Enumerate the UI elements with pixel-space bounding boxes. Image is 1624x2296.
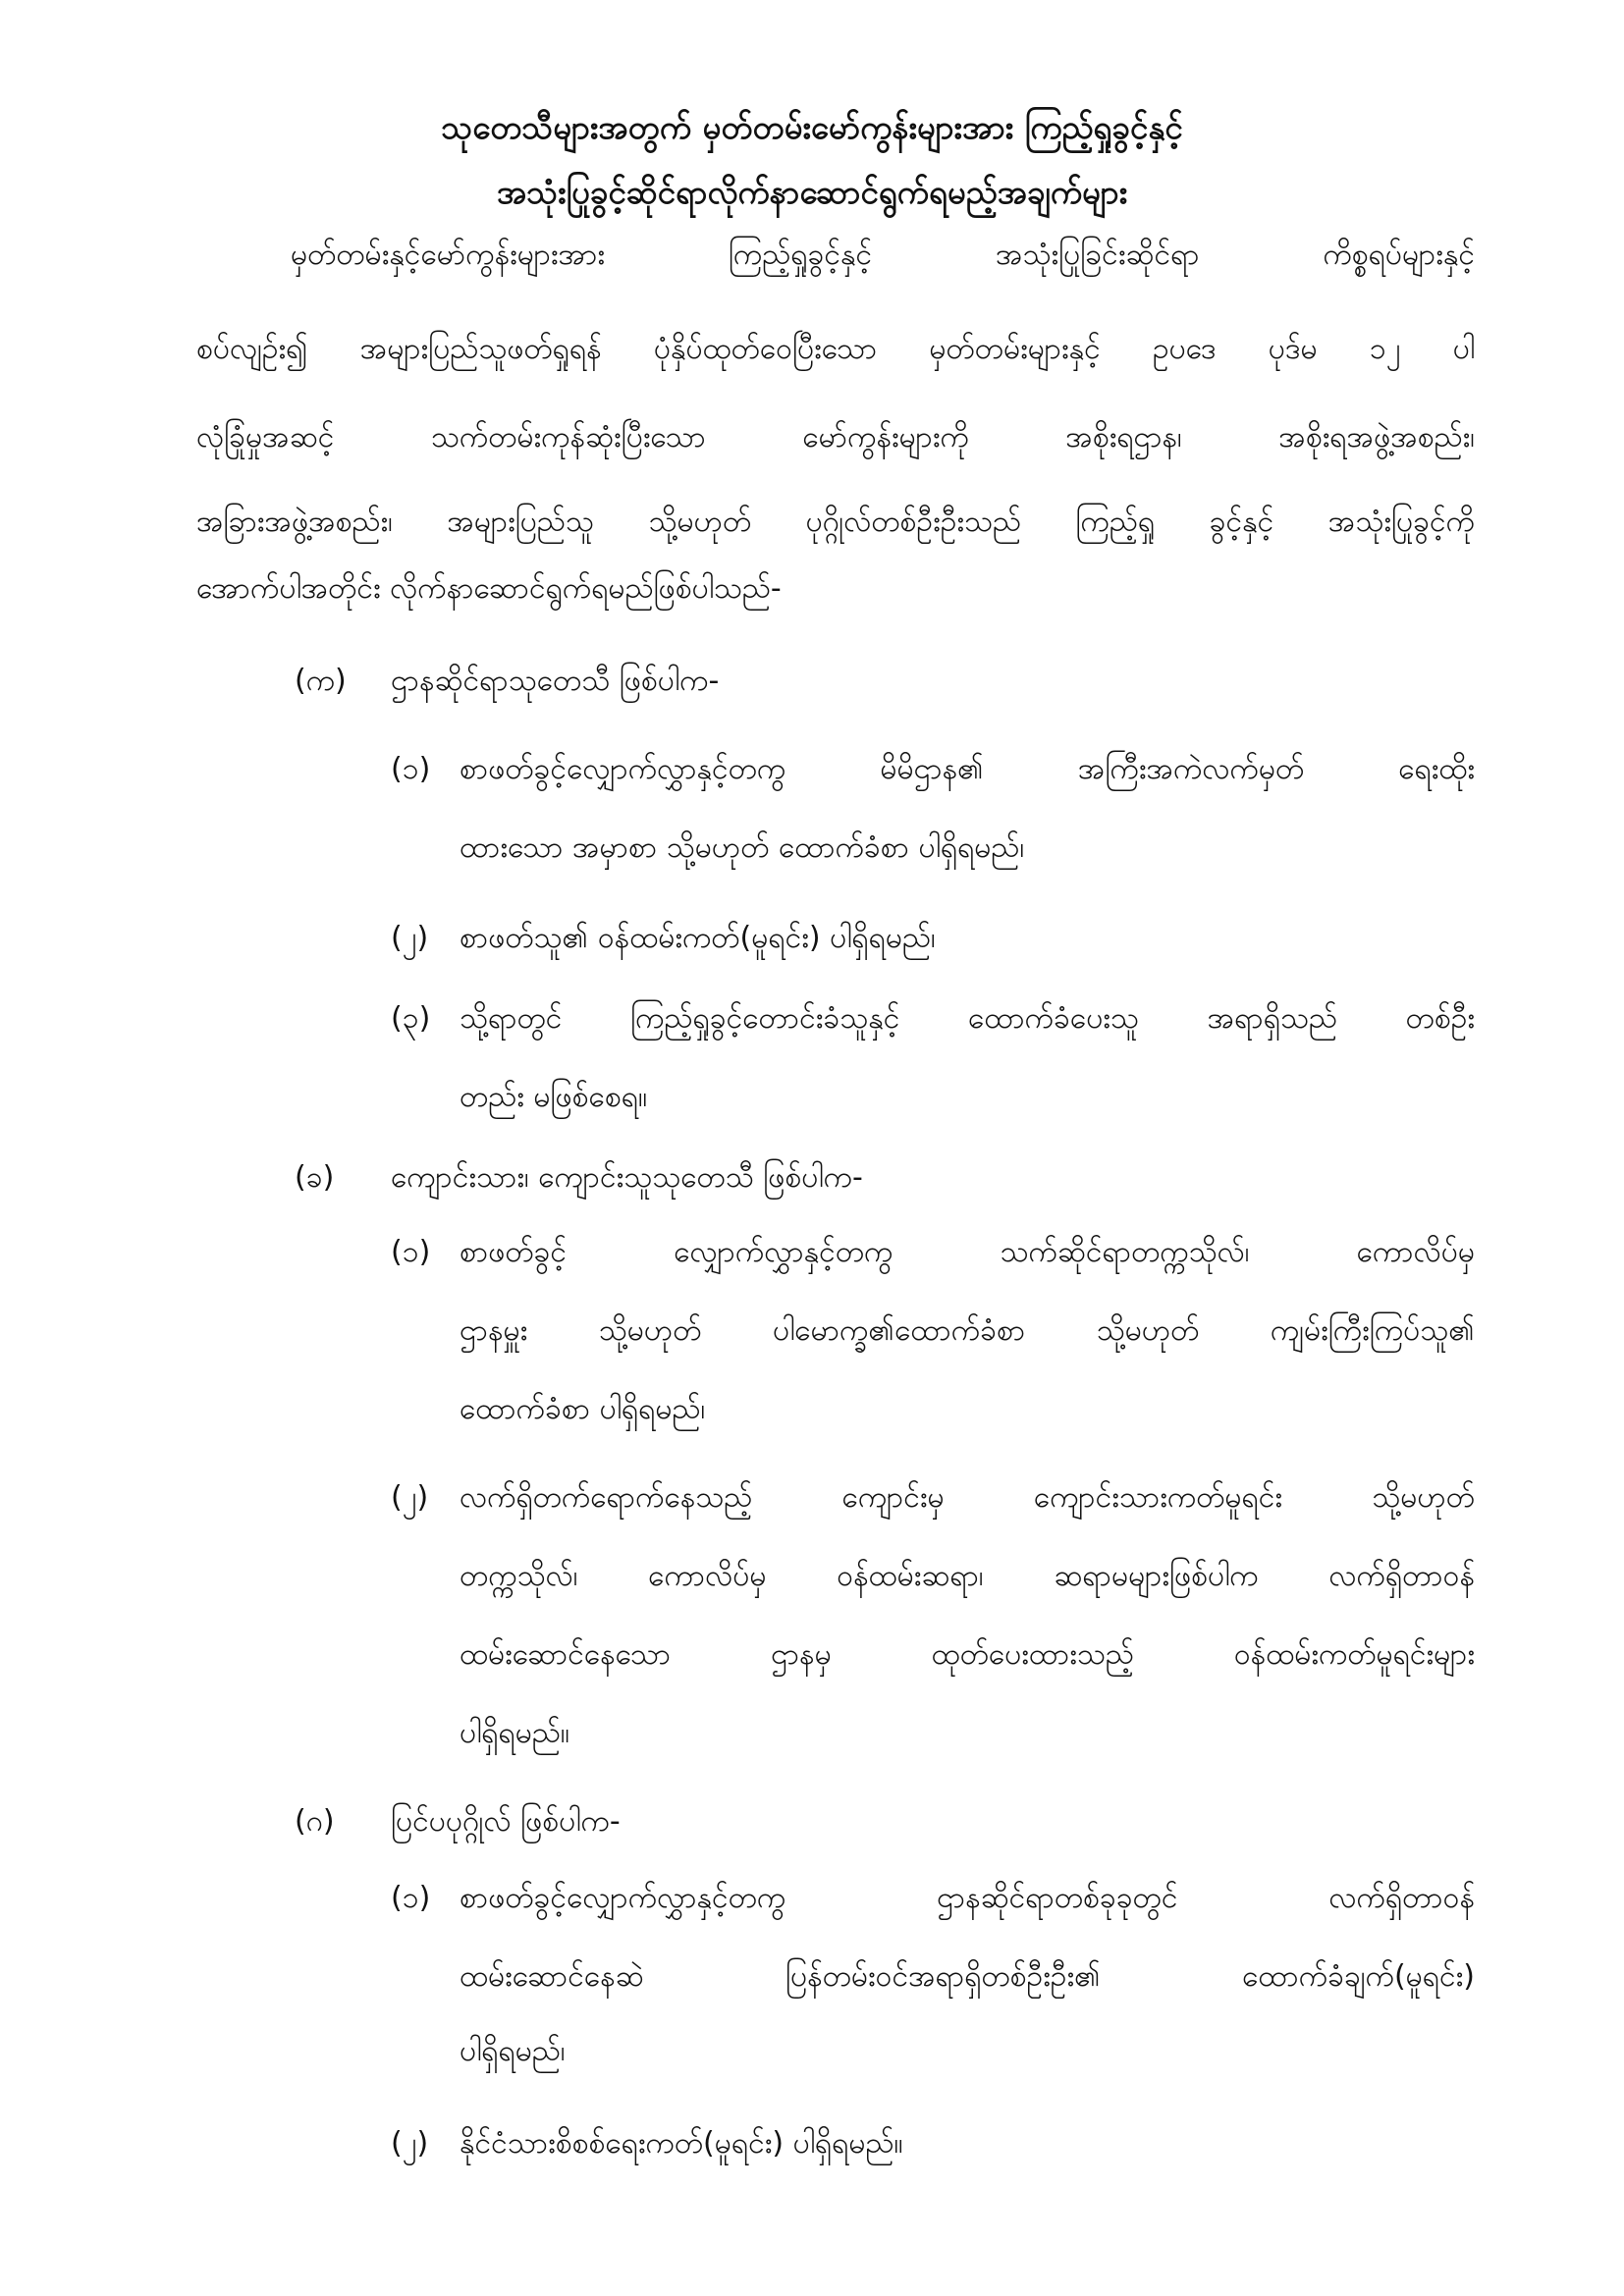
- section-heading: ပြင်ပပုဂ္ဂိုလ် ဖြစ်ပါက-: [391, 1804, 621, 1839]
- item-line: စာဖတ်ခွင့် လျှောက်လွှာနှင့်တကွ သက်ဆိုင်ရာတက္ကသိုလ်၊ ကောလိပ်မှ: [460, 1235, 1475, 1269]
- item-marker: (၁): [391, 1881, 431, 1915]
- intro-line: မှတ်တမ်းနှင့်မော်ကွန်းများအား ကြည့်ရှုခွင့်နှင့် အသုံးပြုခြင်းဆိုင်ရာ ကိစ္စရပ်များနှင့်: [291, 238, 1475, 272]
- section-marker: (ခ): [295, 1160, 335, 1195]
- intro-line: စပ်လျဉ်း၍ အများပြည်သူဖတ်ရှုရန် ပုံနှိပ်ထုတ်ဝေပြီးသော မှတ်တမ်းများနှင့် ဥပဒေ ပုဒ်မ ၁၂ ပါ: [196, 332, 1475, 366]
- item-line: ထမ်းဆောင်နေသော ဌာနမှ ထုတ်ပေးထားသည့် ဝန်ထမ်းကတ်မူရင်းများ: [460, 1637, 1475, 1672]
- document-title-line-2: အသုံးပြုခွင့်ဆိုင်ရာလိုက်နာဆောင်ရွက်ရမည့်အချက်များ: [496, 173, 1128, 211]
- item-line: ထားသော အမှာစာ သို့မဟုတ် ထောက်ခံစာ ပါရှိရမည်၊: [460, 830, 1025, 865]
- item-line: ထောက်ခံစာ ပါရှိရမည်၊: [460, 1392, 706, 1426]
- item-line: စာဖတ်ခွင့်လျှောက်လွှာနှင့်တကွ မိမိဌာန၏ အကြီးအကဲလက်မှတ် ရေးထိုး: [460, 752, 1475, 786]
- item-marker: (၁): [391, 752, 431, 786]
- section-marker: (ဂ): [295, 1804, 335, 1839]
- item-line: ထမ်းဆောင်နေဆဲ ပြန်တမ်းဝင်အရာရှိတစ်ဦးဦး၏ ထောက်ခံချက်(မူရင်း): [460, 1959, 1475, 1994]
- item-marker: (၂): [391, 921, 429, 955]
- item-marker: (၂): [391, 2126, 429, 2161]
- intro-line: လုံခြုံမှုအဆင့် သက်တမ်းကုန်ဆုံးပြီးသော မော်ကွန်းများကို အစိုးရဌာန၊ အစိုးရအဖွဲ့အစည်း၊: [196, 420, 1475, 454]
- document-title-line-1: သုတေသီများအတွက် မှတ်တမ်းမော်ကွန်းများအား ကြည့်ရှုခွင့်နှင့်: [441, 108, 1183, 146]
- item-line: ဌာနမှူး သို့မဟုတ် ပါမောက္ခ၏ထောက်ခံစာ သို့မဟုတ် ကျမ်းကြီးကြပ်သူ၏: [460, 1313, 1475, 1348]
- item-marker: (၁): [391, 1235, 431, 1269]
- item-line: စာဖတ်သူ၏ ဝန်ထမ်းကတ်(မူရင်း) ပါရှိရမည်၊: [460, 921, 936, 955]
- item-line: ပါရှိရမည်။: [460, 1716, 569, 1750]
- item-line: နိုင်ငံသားစိစစ်ရေးကတ်(မူရင်း) ပါရှိရမည်။: [460, 2126, 903, 2161]
- item-line: စာဖတ်ခွင့်လျှောက်လွှာနှင့်တကွ ဌာနဆိုင်ရာတစ်ခုခုတွင် လက်ရှိတာဝန်: [460, 1881, 1475, 1915]
- section-heading: ကျောင်းသား၊ ကျောင်းသူသုတေသီ ဖြစ်ပါက-: [391, 1160, 863, 1195]
- item-line: တည်း မဖြစ်စေရ။: [460, 1080, 648, 1114]
- intro-line: အခြားအဖွဲ့အစည်း၊ အများပြည်သူ သို့မဟုတ် ပုဂ္ဂိုလ်တစ်ဦးဦးသည် ကြည့်ရှု ခွင့်နှင့် အသုံးပြုခွင့်ကို: [196, 505, 1475, 539]
- section-heading: ဌာနဆိုင်ရာသုတေသီ ဖြစ်ပါက-: [391, 664, 720, 698]
- section-marker: (က): [295, 664, 347, 698]
- item-line: သို့ရာတွင် ကြည့်ရှုခွင့်တောင်းခံသူနှင့် ထောက်ခံပေးသူ အရာရှိသည် တစ်ဦး: [460, 1001, 1475, 1036]
- item-marker: (၃): [391, 1001, 431, 1036]
- intro-line: အောက်ပါအတိုင်း လိုက်နာဆောင်ရွက်ရမည်ဖြစ်ပါသည်-: [196, 571, 782, 606]
- item-line: တက္ကသိုလ်၊ ကောလိပ်မှ ဝန်ထမ်းဆရာ၊ ဆရာမများဖြစ်ပါက လက်ရှိတာဝန်: [460, 1559, 1475, 1593]
- item-marker: (၂): [391, 1480, 429, 1515]
- item-line: လက်ရှိတက်ရောက်နေသည့် ကျောင်းမှ ကျောင်းသားကတ်မူရင်း သို့မဟုတ်: [460, 1480, 1475, 1515]
- item-line: ပါရှိရမည်၊: [460, 2034, 566, 2068]
